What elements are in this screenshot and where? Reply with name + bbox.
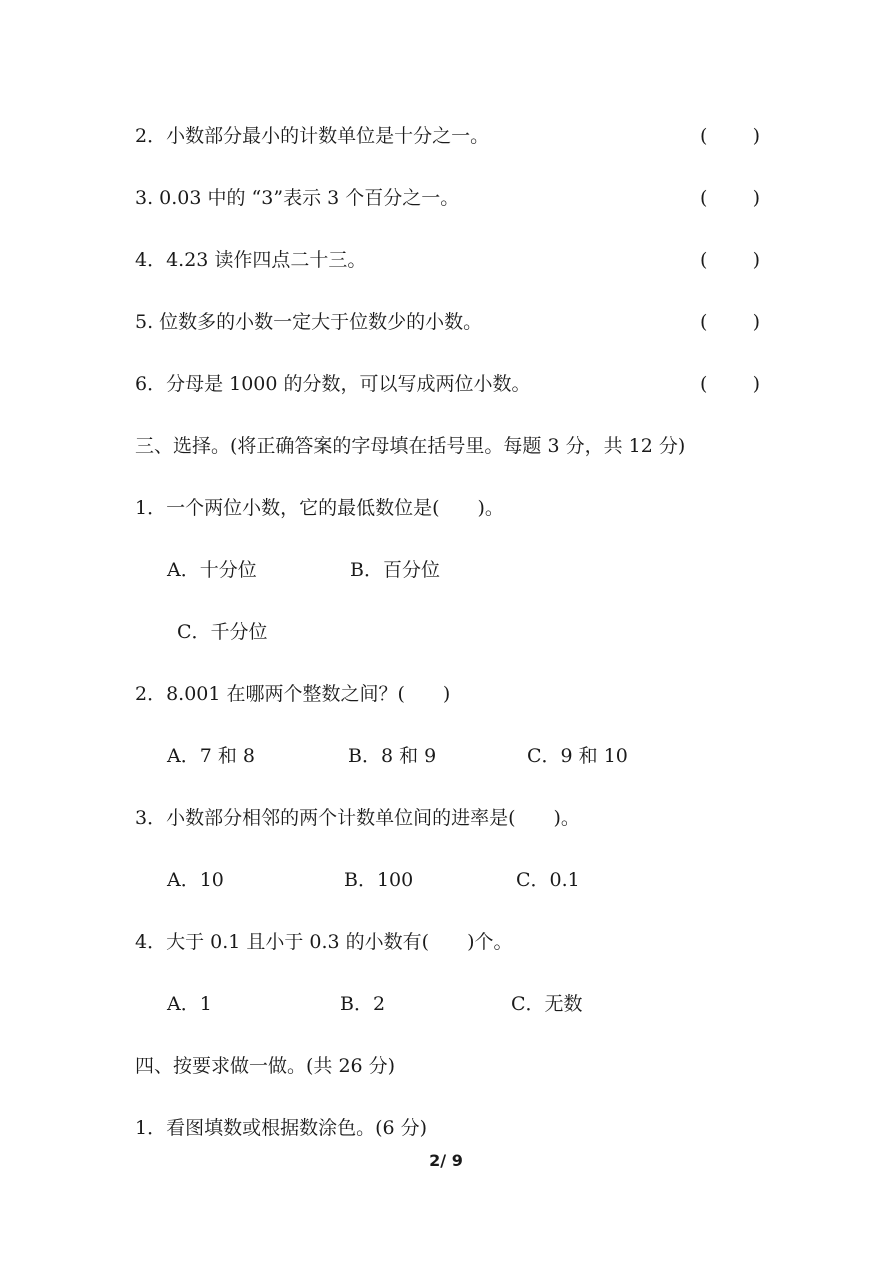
choice-option-a[interactable]: A．10 (167, 869, 224, 891)
choice-option-b[interactable]: B．100 (344, 869, 414, 891)
choice-option-c[interactable]: C．千分位 (177, 621, 268, 643)
page-number: 2/ 9 (429, 1151, 463, 1170)
answer-parentheses[interactable] (700, 186, 760, 210)
choice-option-a[interactable]: A．1 (167, 993, 212, 1015)
answer-parentheses[interactable] (700, 372, 760, 396)
judge-question-4: 4．4.23 读作四点二十三。 (135, 249, 367, 271)
judge-question-6: 6．分母是 1000 的分数，可以写成两位小数。 (135, 373, 531, 395)
choice-question-3: 3．小数部分相邻的两个计数单位间的进率是( )。 (135, 807, 580, 829)
judge-question-3: 3. 0.03 中的 “3”表示 3 个百分之一。 (135, 187, 460, 209)
answer-parentheses[interactable] (700, 124, 760, 148)
paren-close: ) (752, 187, 760, 209)
choice-question-2: 2．8.001 在哪两个整数之间？( ) (135, 683, 451, 705)
choice-question-4: 4．大于 0.1 且小于 0.3 的小数有( )个。 (135, 931, 513, 953)
paren-open: ( (700, 249, 708, 271)
answer-parentheses[interactable] (700, 248, 760, 272)
choice-option-c[interactable]: C．无数 (511, 993, 583, 1015)
choice-option-b[interactable]: B．百分位 (350, 559, 440, 581)
choice-option-c[interactable]: C．9 和 10 (527, 745, 628, 767)
judge-question-2: 2．小数部分最小的计数单位是十分之一。 (135, 125, 490, 147)
choice-option-b[interactable]: B．8 和 9 (348, 745, 437, 767)
judge-question-5: 5. 位数多的小数一定大于位数少的小数。 (135, 311, 483, 333)
choice-option-a[interactable]: A．7 和 8 (167, 745, 255, 767)
practice-question-1: 1．看图填数或根据数涂色。(6 分) (135, 1117, 428, 1139)
choice-option-c[interactable]: C．0.1 (516, 869, 580, 891)
paren-open: ( (700, 125, 708, 147)
paren-open: ( (700, 373, 708, 395)
answer-parentheses[interactable] (700, 310, 760, 334)
paren-open: ( (700, 311, 708, 333)
choice-option-a[interactable]: A．十分位 (167, 559, 257, 581)
paren-close: ) (752, 373, 760, 395)
paren-close: ) (752, 125, 760, 147)
paren-close: ) (752, 311, 760, 333)
section-heading-practice: 四、按要求做一做。(共 26 分) (135, 1055, 396, 1077)
paren-open: ( (700, 187, 708, 209)
choice-option-b[interactable]: B．2 (340, 993, 386, 1015)
choice-question-1: 1．一个两位小数，它的最低数位是( )。 (135, 497, 504, 519)
paren-close: ) (752, 249, 760, 271)
section-heading-choice: 三、选择。(将正确答案的字母填在括号里。每题 3 分，共 12 分) (135, 435, 686, 457)
